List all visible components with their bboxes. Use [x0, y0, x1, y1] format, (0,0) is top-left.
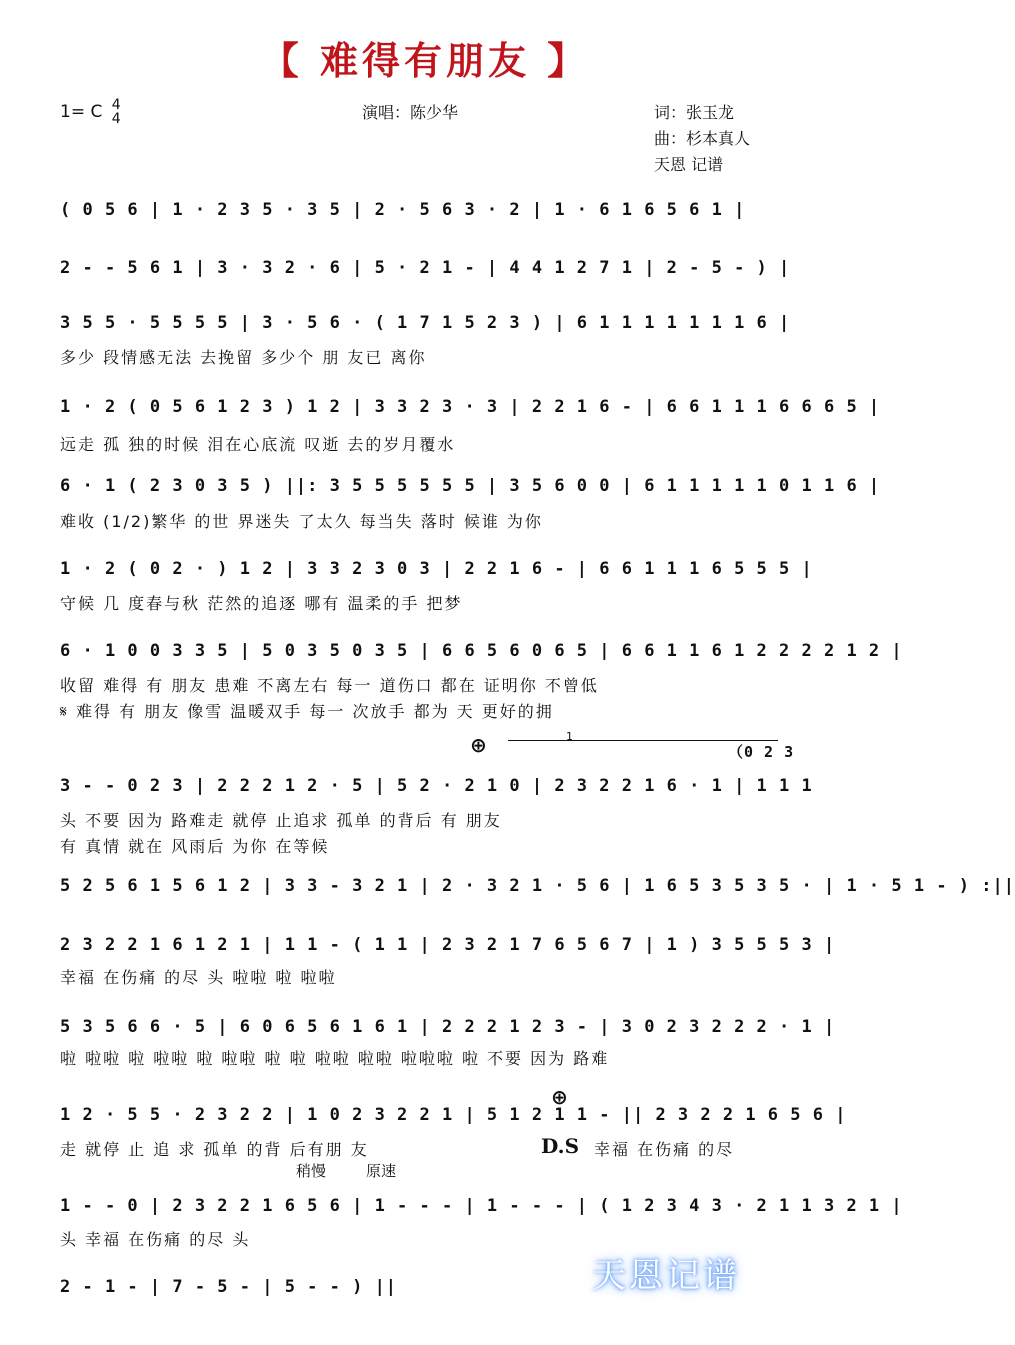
key-tonic: 1= C [60, 102, 103, 122]
lyric-line-10: 啦 啦啦 啦 啦啦 啦 啦啦 啦 啦 啦啦 啦啦 啦啦啦 啦 不要 因为 路难 [60, 1049, 610, 1068]
singer-credit: 演唱：陈少华 [362, 103, 459, 122]
music-line-11: 5 3 5 6 6 · 5 | 6 0 6 5 6 1 6 1 | 2 2 2 1 2 3 - | 3 0 2 3 2 2 2 · 1 | [60, 1017, 836, 1037]
music-line-1: ( 0 5 6 | 1 · 2 3 5 · 3 5 | 2 · 5 6 3 · 2 | 1 · 6 1 6 5 6 1 | [60, 200, 746, 220]
music-line-13: 1 - - 0 | 2 3 2 2 1 6 5 6 | 1 - - - | 1 - - - | ( 1 2 3 4 3 · 2 1 1 3 2 1 | [60, 1196, 903, 1216]
lyric-line-1: 多少 段情感无法 去挽留 多少个 朋 友已 离你 [60, 348, 427, 367]
music-line-2: 2 - - 5 6 1 | 3 · 3 2 · 6 | 5 · 2 1 - | 4 4 1 2 7 1 | 2 - 5 - ) | [60, 258, 791, 278]
music-line-10: 2 3 2 2 1 6 1 2 1 | 1 1 - ( 1 1 | 2 3 2 1 7 6 5 6 7 | 1 ) 3 5 5 5 3 | [60, 935, 836, 955]
ds-lyric: 幸福 在伤痛 的尽 [594, 1140, 735, 1159]
composer-credit: 曲：杉本真人 [654, 129, 751, 148]
lyric-line-4: 守候 几 度春与秋 茫然的追逐 哪有 温柔的手 把梦 [60, 594, 463, 613]
lyric-line-2: 远走 孤 独的时候 泪在心底流 叹逝 去的岁月覆水 [60, 435, 456, 454]
music-line-9: 5 2 5 6 1 5 6 1 2 | 3 3 - 3 2 1 | 2 · 3 2 1 · 5 6 | 1 6 5 3 5 3 5 · | 1 · 5 1 - ) :|| [60, 876, 1015, 896]
coda-icon: ⊕ [470, 733, 487, 757]
music-line-3: 3 5 5 · 5 5 5 5 | 3 · 5 6 · ( 1 7 1 5 2 3 ) | 6 1 1 1 1 1 1 1 6 | [60, 313, 791, 333]
time-signature [112, 98, 121, 126]
music-line-7: 6 · 1 0 0 3 3 5 | 5 0 3 5 0 3 5 | 6 6 5 6 0 6 5 | 6 6 1 1 6 1 2 2 2 2 1 2 | [60, 641, 903, 661]
tempo-slow: 稍慢 [296, 1162, 327, 1180]
music-line-5: 6 · 1 ( 2 3 0 3 5 ) ||: 3 5 5 5 5 5 5 | 3 5 6 0 0 | 6 1 1 1 1 1 0 1 1 6 | [60, 476, 881, 496]
watermark-text: 天恩记谱 [592, 1256, 740, 1296]
ds-marking: D.S [541, 1134, 580, 1158]
lyricist-credit: 词：张玉龙 [654, 103, 735, 122]
lyric-line-7: 头 不要 因为 路难走 就停 止追求 孤单 的背后 有 朋友 [60, 811, 502, 830]
transcriber-credit: 天恩 记谱 [654, 155, 724, 174]
music-line-8: 3 - - 0 2 3 | 2 2 2 1 2 · 5 | 5 2 · 2 1 0 | 2 3 2 2 1 6 · 1 | 1 1 1 [60, 776, 813, 796]
time-numerator: 4 [111, 97, 121, 113]
volta-number: 1 [566, 730, 573, 743]
lyric-line-5: 收留 难得 有 朋友 患难 不离左右 每一 道伤口 都在 证明你 不曾低 [60, 676, 599, 695]
bracket-intro: （0 2 3 [728, 743, 795, 761]
coda-icon-2: ⊕ [551, 1085, 568, 1109]
lyric-line-8: 有 真情 就在 风雨后 为你 在等候 [60, 837, 330, 856]
music-line-14: 2 - 1 - | 7 - 5 - | 5 - - ) || [60, 1277, 398, 1297]
key-signature [60, 98, 121, 126]
lyric-line-11: 走 就停 止 追 求 孤单 的背 后有朋 友 [60, 1140, 369, 1159]
lyric-line-3: 难收 (1/2)繁华 的世 界迷失 了太久 每当失 落时 候谁 为你 [60, 512, 543, 531]
time-denominator: 4 [111, 111, 121, 127]
tempo-a-tempo: 原速 [366, 1162, 397, 1180]
music-line-12: 1 2 · 5 5 · 2 3 2 2 | 1 0 2 3 2 2 1 | 5 1 2 1 1 - || 2 3 2 2 1 6 5 6 | [60, 1105, 847, 1125]
lyric-line-12: 头 幸福 在伤痛 的尽 头 [60, 1230, 251, 1249]
music-line-4: 1 · 2 ( 0 5 6 1 2 3 ) 1 2 | 3 3 2 3 · 3 | 2 2 1 6 - | 6 6 1 1 1 6 6 6 5 | [60, 397, 881, 417]
lyric-line-6: 𝄋 难得 有 朋友 像雪 温暖双手 每一 次放手 都为 天 更好的拥 [60, 702, 554, 721]
song-title: 【 难得有朋友 】 [260, 39, 590, 83]
lyric-line-9: 幸福 在伤痛 的尽 头 啦啦 啦 啦啦 [60, 968, 337, 987]
music-line-6: 1 · 2 ( 0 2 · ) 1 2 | 3 3 2 3 0 3 | 2 2 1 6 - | 6 6 1 1 1 6 5 5 5 | [60, 559, 813, 579]
credits-block [654, 100, 750, 178]
